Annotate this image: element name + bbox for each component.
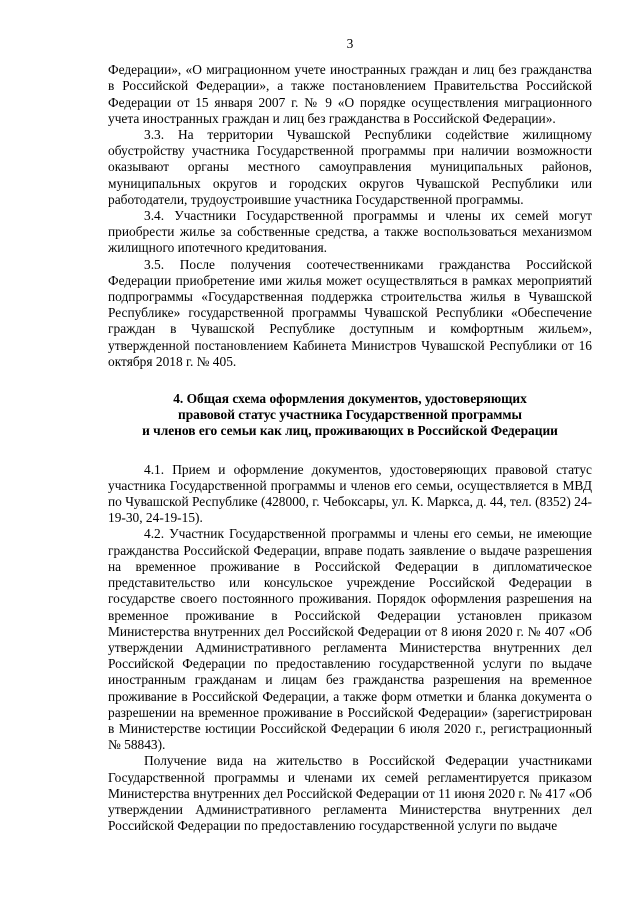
paragraph-3-5: 3.5. После получения соотечественниками гражданства Российской Федерации приобретение ими жилья может осуществляться в рамках мероприятий подпрограммы «Государственная поддержка строительства жилья в Чувашской Республике» государственной программы Чувашской Республики «Обеспечение граждан в Чувашской Республике доступным и комфортным жильем», утвержденной постановлением Кабинета Министров Чувашской Республики от 16 октября 2018 г. № 405. — [108, 256, 592, 369]
heading-line: 4. Общая схема оформления документов, удостоверяющих — [173, 391, 527, 407]
section-4-heading — [108, 391, 592, 440]
paragraph: Федерации», «О миграционном учете иностранных граждан и лиц без гражданства в Российской Федерации», а также постановлением Правительства Российской Федерации от 15 января 2007 г. № 9 «О порядке осуществления миграционного учета иностранных граждан и лиц без гражданства в Российской Федерации». — [108, 62, 592, 126]
paragraph-residence-permit: Получение вида на жительство в Российской Федерации участниками Государственной программы и членами их семей регламентируется приказом Министерства внутренних дел Российской Федерации от 11 июня 2020 г. № 417 «Об утверждении Административного регламента Министерства внутренних дел Российской Федерации по предоставлению государственной услуги по выдаче — [108, 753, 592, 834]
paragraph-3-3: 3.3. На территории Чувашской Республики содействие жилищному обустройству участника Государственной программы при наличии возможности оказывают органы местного самоуправления муниципальных районов, муниципальных округов и городских округов Чувашской Республики или работодатели, трудоустроившие участника Государственной программы. — [108, 127, 592, 207]
heading-line: правовой статус участника Государственной программы — [178, 407, 522, 423]
paragraph-3-4: 3.4. Участники Государственной программы и члены их семей могут приобрести жилье за собственные средства, а также воспользоваться механизмом жилищного ипотечного кредитования. — [108, 208, 592, 256]
section-4-paragraphs — [108, 462, 592, 835]
paragraph-4-2: 4.2. Участник Государственной программы и члены его семьи, не имеющие гражданства Российской Федерации, вправе подать заявление о выдаче разрешения на временное проживание в Российской Федерации в дипломатическое представительство или консульское учреждение Российской Федерации в государстве своего постоянного проживания. Порядок оформления разрешения на временное проживание в Российской Федерации установлен приказом Министерства внутренних дел Российской Федерации от 8 июня 2020 г. № 407 «Об утверждении Административного регламента Министерства внутренних дел Российской Федерации по предоставлению государственной услуги по выдаче иностранным гражданам и лицам без гражданства разрешения на временное проживание в Российской Федерации, а также форм отметки и бланка документа о разрешении на временное проживание в Российской Федерации» (зарегистрирован в Министерстве юстиции Российской Федерации 6 июля 2020 г., регистрационный № 58843). — [108, 526, 592, 753]
heading-line: и членов его семьи как лиц, проживающих в Российской Федерации — [142, 423, 558, 439]
page-number: 3 — [346, 36, 354, 51]
paragraph-4-1: 4.1. Прием и оформление документов, удостоверяющих правовой статус участника Государственной программы и членов его семьи, осуществляется в МВД по Чувашской Республике (428000, г. Чебоксары, ул. К. Маркса, д. 44, тел. (8352) 24-19-30, 24-19-15). — [108, 461, 592, 526]
section-3-paragraphs — [108, 62, 592, 370]
